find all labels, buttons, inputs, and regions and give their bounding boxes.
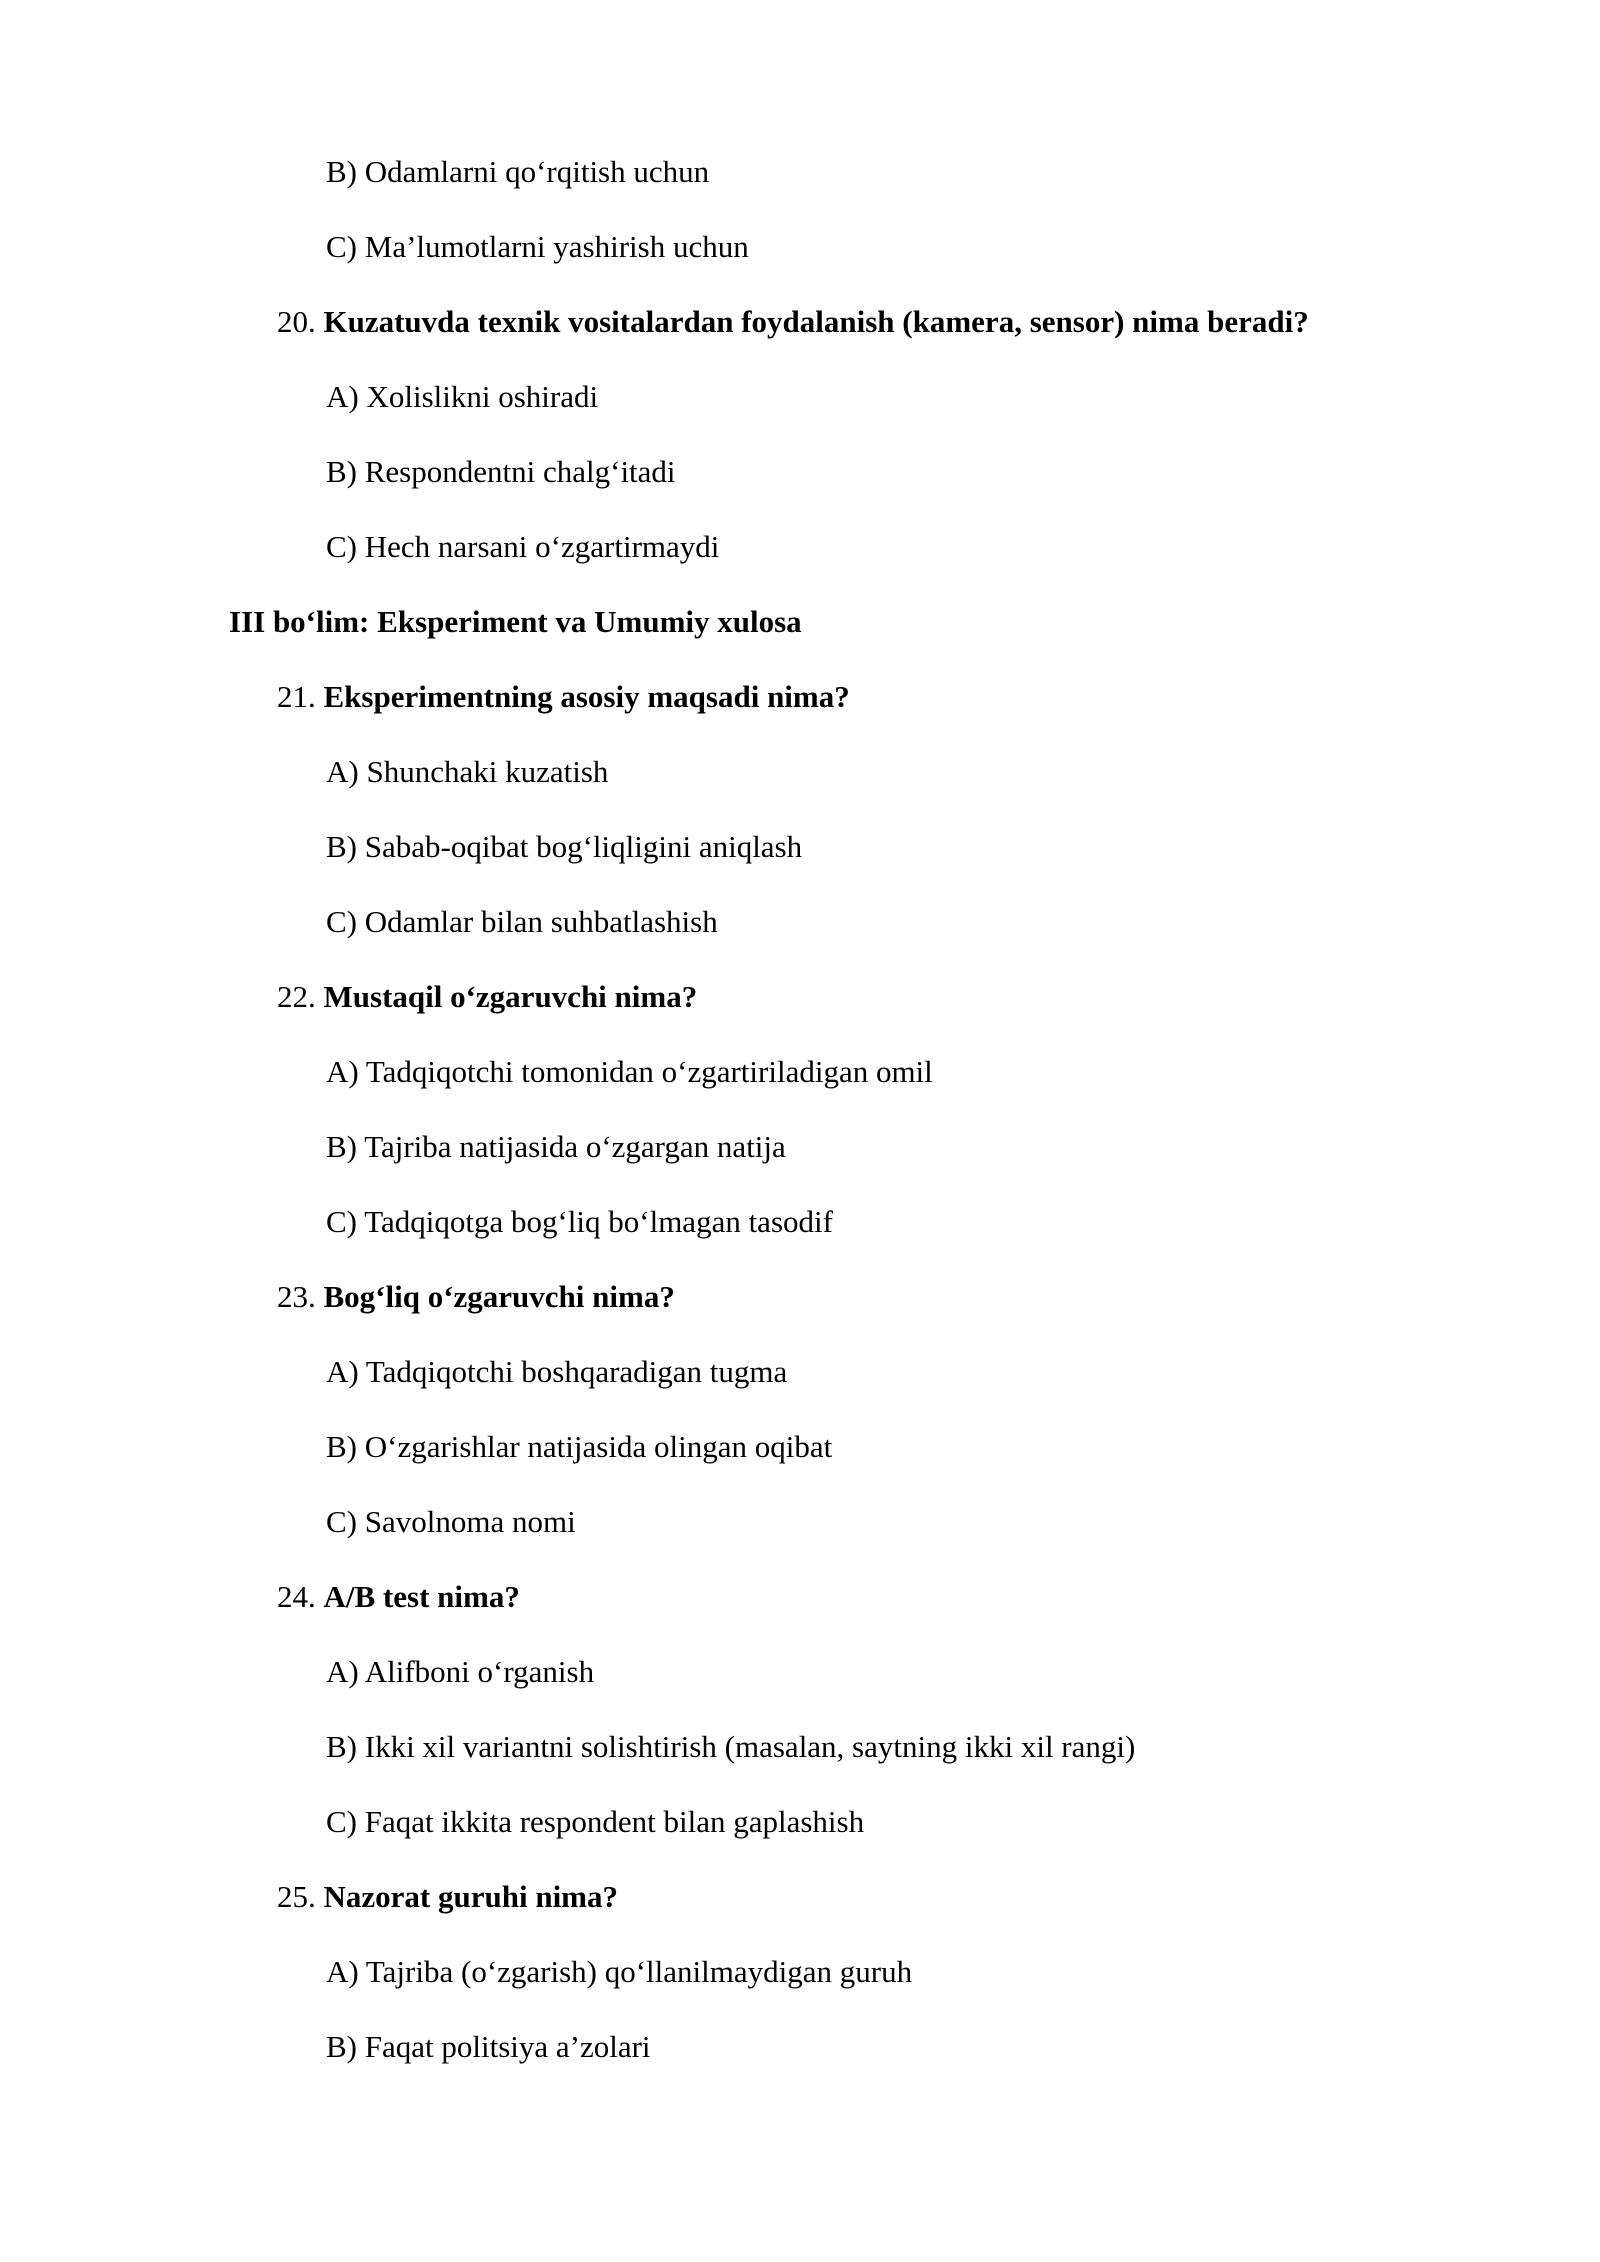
- question-20: [277, 302, 1309, 342]
- question-number: 22.: [277, 979, 316, 1014]
- section-heading: III bo‘lim: Eksperiment va Umumiy xulosa: [229, 604, 802, 639]
- question-number: 20.: [277, 304, 316, 339]
- question-24: [277, 1577, 520, 1617]
- answer-option: C) Odamlar bilan suhbatlashish: [326, 904, 718, 939]
- answer-option: A) Tadqiqotchi tomonidan o‘zgartiriladigan omil: [326, 1054, 933, 1089]
- question-25: [277, 1877, 618, 1917]
- question-number: 24.: [277, 1579, 316, 1614]
- answer-option: A) Xolislikni oshiradi: [326, 379, 599, 414]
- question-text: Bog‘liq o‘zgaruvchi nima?: [323, 1279, 675, 1314]
- question-text: Eksperimentning asosiy maqsadi nima?: [323, 679, 850, 714]
- question-23: [277, 1277, 675, 1317]
- answer-option: C) Ma’lumotlarni yashirish uchun: [326, 229, 749, 264]
- answer-option: A) Alifboni o‘rganish: [326, 1654, 595, 1689]
- question-number: 23.: [277, 1279, 316, 1314]
- answer-option: B) Odamlarni qo‘rqitish uchun: [326, 154, 710, 189]
- question-text: Kuzatuvda texnik vositalardan foydalanish (kamera, sensor) nima beradi?: [323, 304, 1309, 339]
- answer-option: C) Tadqiqotga bog‘liq bo‘lmagan tasodif: [326, 1204, 833, 1239]
- answer-option: B) Ikki xil variantni solishtirish (masalan, saytning ikki xil rangi): [326, 1729, 1136, 1764]
- answer-option: B) Sabab-oqibat bog‘liqligini aniqlash: [326, 829, 803, 864]
- answer-option: C) Faqat ikkita respondent bilan gaplashish: [326, 1804, 865, 1839]
- answer-option: B) Respondentni chalg‘itadi: [326, 454, 676, 489]
- answer-option: B) Tajriba natijasida o‘zgargan natija: [326, 1129, 786, 1164]
- question-number: 25.: [277, 1879, 316, 1914]
- answer-option: A) Tadqiqotchi boshqaradigan tugma: [326, 1354, 788, 1389]
- question-22: [277, 977, 697, 1017]
- question-number: 21.: [277, 679, 316, 714]
- question-text: Nazorat guruhi nima?: [323, 1879, 618, 1914]
- question-text: Mustaqil o‘zgaruvchi nima?: [323, 979, 698, 1014]
- question-text: A/B test nima?: [323, 1579, 520, 1614]
- answer-option: B) O‘zgarishlar natijasida olingan oqibat: [326, 1429, 833, 1464]
- answer-option: C) Savolnoma nomi: [326, 1504, 576, 1539]
- answer-option: C) Hech narsani o‘zgartirmaydi: [326, 529, 720, 564]
- answer-option: A) Tajriba (o‘zgarish) qo‘llanilmaydigan guruh: [326, 1954, 913, 1989]
- answer-option: A) Shunchaki kuzatish: [326, 754, 609, 789]
- answer-option: B) Faqat politsiya a’zolari: [326, 2029, 651, 2064]
- question-21: [277, 677, 850, 717]
